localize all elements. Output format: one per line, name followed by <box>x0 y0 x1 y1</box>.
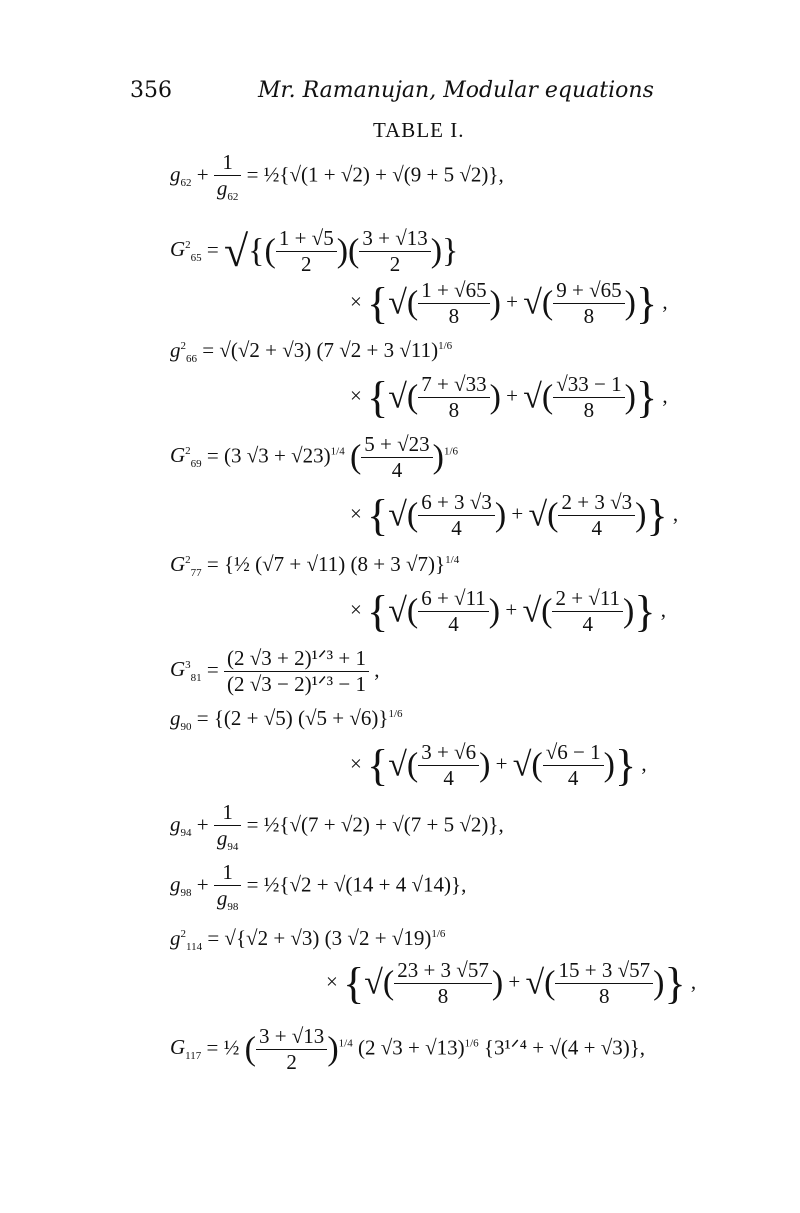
lhs-g66: $g^2_{66}$ <box>170 338 197 366</box>
lhs-g114: $g^2_{114}$ <box>170 926 203 954</box>
equation-G77-line1: $G^2_{77}$ = {½ (√7 + √11) (8 + 3 √7)}$^{1/4}$ <box>170 552 460 580</box>
equation-G69-line1: $G^2_{69} = (3$ √3 + √23)$^{1/4}$ ( $\frac{5 + √23}{4}$ )$^{1/6}$ <box>170 432 459 482</box>
running-title: Mr. Ramanujan, Modular equations <box>258 78 654 103</box>
equation-G65-line2: × {√( $\frac{1 + √65}{8}$ ) + √( $\frac{9 + √65}{8}$ )} , <box>350 278 668 328</box>
lhs-G69: $G^2_{69}$ <box>170 443 202 471</box>
lhs-g98: $g_{98}$ <box>170 872 192 900</box>
equation-G117: $G_{117}$ = ½ ( $\frac{3 + √13}{2}$ )$^{1/4}$ (2 √3 + √13)$^{1/6}$ {3¹ᐟ⁴ + √(4 + √3)}, <box>170 1024 646 1074</box>
lhs-g62: $g_{62}$ <box>170 162 192 190</box>
page-number: 356 <box>130 78 172 103</box>
lhs-G81: $G^3_{81}$ <box>170 657 202 685</box>
equation-g94: $g_{94}$ + $\frac{1}{g_{94}}$ = ½{√(7 + √2) + √(7 + 5 √2)}, <box>170 800 504 854</box>
equation-G77-line2: × {√( $\frac{6 + √11}{4}$ ) + √( $\frac{2 + √11}{4}$ )} , <box>350 586 666 636</box>
lhs-G117: $G_{117}$ <box>170 1035 202 1063</box>
equation-g114-line2: × {√( $\frac{23 + 3 √57}{8}$ ) + √( $\frac{15 + 3 √57}{8}$ )} , <box>326 958 697 1008</box>
equation-G65-line1: $G^2_{65}$ = √{( $\frac{1 + √5}{2}$ )( $\frac{3 + √13}{2}$ )} <box>170 226 459 276</box>
equation-G81: $G^3_{81}$ = $\frac{\text{(2 √3 + 2)¹ᐟ³ + 1}}{\text{(2 √3 − 2)¹ᐟ³ − 1}}$ , <box>170 646 380 696</box>
equation-g66-line1: $g^2_{66} = √(√2 + √3)$ (7 √2 + 3 √11)$^{1/6}$ <box>170 338 453 366</box>
equation-g98: $g_{98}$ + $\frac{1}{g_{98}}$ = ½{√2 + √(14 + 4 √14)}, <box>170 860 467 914</box>
equation-g114-line1: $g^2_{114} = √\{√2 + √3)$ (3 √2 + √19)$^{1/6}$ <box>170 926 446 954</box>
reciprocal-fraction: $\frac{1}{g_{62}}$ <box>214 150 242 203</box>
lhs-G65: $G^2_{65}$ <box>170 237 202 265</box>
table-title: TABLE I. <box>373 118 465 142</box>
rhs-g62: = ½{√(1 + √2) + √(9 + 5 √2)}, <box>246 162 504 187</box>
equation-g90-line2: × {√( $\frac{3 + √6}{4}$ ) + √( $\frac{√6 - 1}{4}$ )} , <box>350 740 647 790</box>
lhs-g90: $g_{90}$ <box>170 706 192 734</box>
lhs-g94: $g_{94}$ <box>170 812 192 840</box>
plus-sign: + <box>196 162 209 187</box>
lhs-G77: $G^2_{77}$ <box>170 552 202 580</box>
equation-g90-line1: $g_{90} = \{(2 + √5) (√5 + √6)\}^{1/6}$ <box>170 706 403 734</box>
equation-g66-line2: × {√( $\frac{7 + √33}{8}$ ) + √( $\frac{√33 - 1}{8}$ )} , <box>350 372 668 422</box>
equation-g62 <box>170 150 504 203</box>
equation-G69-line2: × {√( $\frac{6 + 3 √3}{4}$ ) + √( $\frac{2 + 3 √3}{4}$ )} , <box>350 490 679 540</box>
